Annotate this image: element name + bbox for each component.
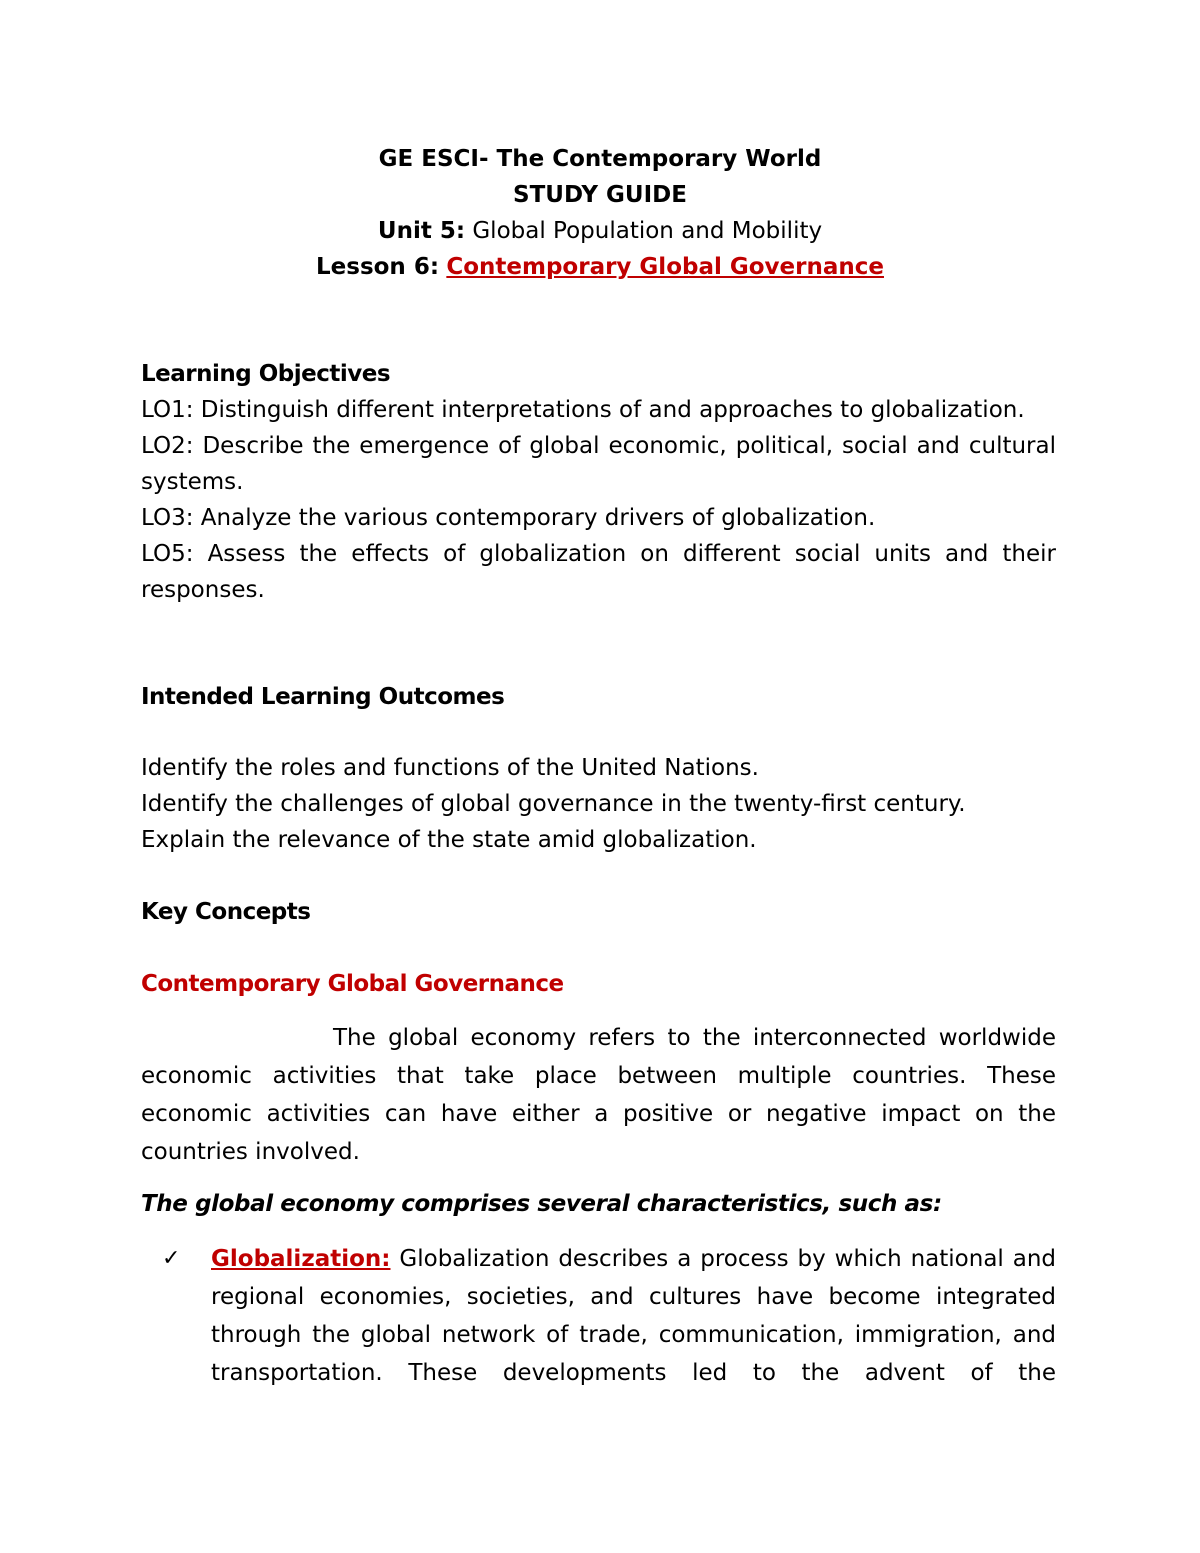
learning-objectives-section xyxy=(141,356,1056,608)
objective-item: LO1: Distinguish different interpretations of and approaches to globalization. xyxy=(141,397,1025,423)
checkmark-icon: ✓ xyxy=(162,1246,181,1271)
lesson-label: Lesson 6: xyxy=(316,254,440,280)
key-concepts-heading: Key Concepts xyxy=(141,899,311,925)
lesson-line xyxy=(0,249,1200,285)
intended-outcomes-heading: Intended Learning Outcomes xyxy=(141,684,505,710)
doc-type-title: STUDY GUIDE xyxy=(513,182,687,208)
characteristics-intro: The global economy comprises several characteristics, such as: xyxy=(141,1191,942,1217)
key-concepts-subheading-wrap xyxy=(141,966,1056,1002)
lesson-title: Contemporary Global Governance xyxy=(446,254,884,280)
key-concepts-subheading: Contemporary Global Governance xyxy=(141,971,564,997)
objective-item: LO3: Analyze the various contemporary drivers of globalization. xyxy=(141,505,876,531)
objective-item: LO5: Assess the effects of globalization on different social units and their responses. xyxy=(141,541,1056,603)
key-concepts-heading-wrap xyxy=(141,894,1056,930)
course-title: GE ESCI- The Contemporary World xyxy=(378,146,822,172)
bullet-text xyxy=(211,1240,1056,1392)
characteristics-intro-wrap xyxy=(141,1186,1056,1222)
bullet-term: Globalization: xyxy=(211,1246,391,1272)
outcome-item: Identify the roles and functions of the United Nations. xyxy=(141,755,759,781)
unit-line xyxy=(0,213,1200,249)
unit-title: Global Population and Mobility xyxy=(465,218,823,244)
unit-label: Unit 5: xyxy=(377,218,466,244)
outcome-item: Identify the challenges of global governance in the twenty-first century. xyxy=(141,791,966,817)
key-concepts-paragraph-wrap xyxy=(141,1019,1056,1171)
document-header xyxy=(0,141,1200,285)
bullet-description: Globalization describes a process by which national and regional economies, societies, and cultures have become integrated through the global network of trade, communication, immigration, and transportation. These developments led to the advent of the xyxy=(211,1246,1056,1386)
outcome-item: Explain the relevance of the state amid globalization. xyxy=(141,827,757,853)
intended-outcomes-section xyxy=(141,679,1056,715)
objective-item: LO2: Describe the emergence of global economic, political, social and cultural systems. xyxy=(141,433,1056,495)
key-concepts-paragraph: The global economy refers to the interconnected worldwide economic activities that take place between multiple countries. These economic activities can have either a positive or negative impact on the countries involved. xyxy=(141,1025,1056,1165)
learning-objectives-heading: Learning Objectives xyxy=(141,361,391,387)
intended-outcomes-list xyxy=(141,750,1056,858)
